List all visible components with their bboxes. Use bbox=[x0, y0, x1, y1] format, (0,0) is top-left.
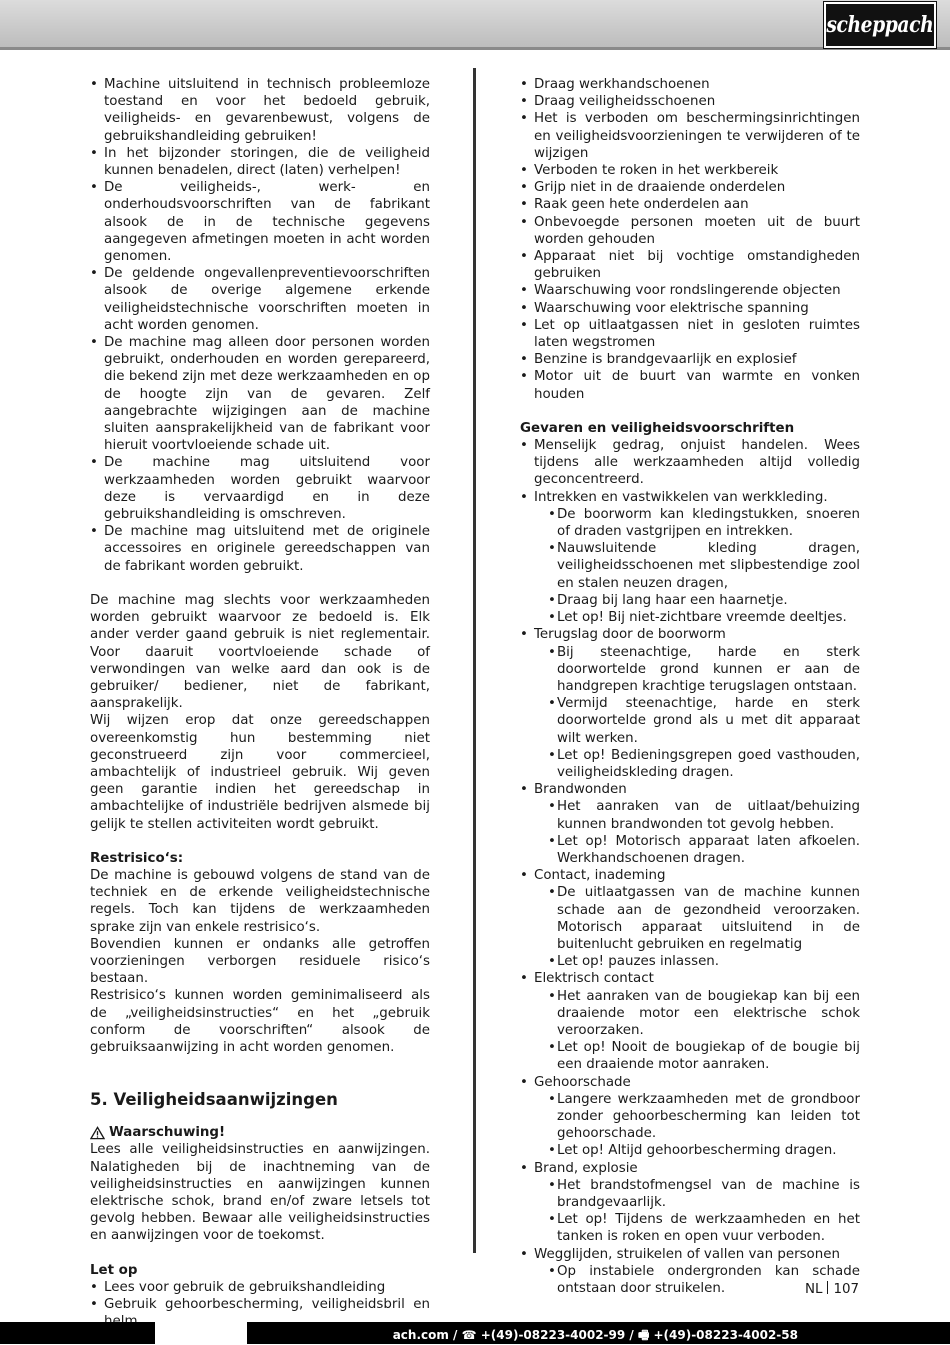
left-column bbox=[90, 76, 430, 1330]
hazard-sub-list bbox=[534, 1091, 860, 1160]
hazard-sub-item: • Langere werkzaamheden met de grondboor zonder gehoorbescherming kan leiden tot gehoorschade. bbox=[534, 1091, 860, 1143]
hazard-label: Brand, explosie bbox=[534, 1160, 638, 1176]
page-language: NL bbox=[805, 1282, 823, 1297]
warning-triangle-icon bbox=[90, 1126, 105, 1140]
hazard-sub-item: • Let op! Motorisch apparaat laten afkoelen. Werkhandschoenen dragen. bbox=[534, 833, 860, 867]
hazard-sub-item: • Let op! Tijdens de werkzaamheden en het tanken is roken en open vuur verboden. bbox=[534, 1211, 860, 1245]
hazard-item bbox=[520, 867, 860, 970]
hazard-sub-item: • Let op! Altijd gehoorbescherming dragen. bbox=[534, 1142, 860, 1159]
paragraph-warranty: Wij wijzen erop dat onze gereedschappen overeenkomstig hun bestemming niet geconstrueerd zijn voor commercieel, ambachtelijk of industrieel gebruik. Wij geven geen garantie indien het gereedschap in ambachtelijke of industriële bedrijven alsmede bij gelijk te stellen activiteiten wordt gebruikt. bbox=[90, 713, 430, 832]
list-item: • De geldende ongevallenpreventievoorschriften alsook de overige algemene erkende veiligheidstechnische voorschriften moeten in acht worden genomen. bbox=[90, 265, 430, 334]
warning-heading bbox=[90, 1124, 430, 1141]
hazard-label: Terugslag door de boorworm bbox=[534, 627, 726, 643]
hazard-label: Intrekken en vastwikkelen van werkkleding. bbox=[534, 489, 828, 505]
list-item: • De machine mag uitsluitend met de originele accessoires en originele gereedschappen van de fabrikant worden gebruikt. bbox=[90, 523, 430, 575]
hazard-sub-item: • Bij steenachtige, harde en sterk doorwortelde grond kunnen er aan de handgrepen krachtige terugslagen ontstaan. bbox=[534, 644, 860, 696]
list-item: • Verboden te roken in het werkbereik bbox=[520, 162, 860, 179]
list-item: • Let op uitlaatgassen niet in gesloten ruimtes laten wegstromen bbox=[520, 317, 860, 351]
list-item: • De machine mag uitsluitend voor werkzaamheden worden gebruikt waarvoor deze is vervaardigd en in deze gebruikshandleiding is omschreven. bbox=[90, 454, 430, 523]
hazard-sub-list bbox=[534, 798, 860, 867]
hazard-sub-item: • Nauwsluitende kleding dragen, veiligheidsschoenen met slipbestendige zool en stalen neuzen dragen, bbox=[534, 540, 860, 592]
list-item: • Benzine is brandgevaarlijk en explosief bbox=[520, 351, 860, 368]
warning-paragraph: Lees alle veiligheidsinstructies en aanwijzingen. Nalatigheden bij de inachtneming van de veiligheidsinstructies en aanwijzingen kunnen elektrische schok, brand en/of zware letsels tot gevolg hebben. Bewaar alle veiligheidsinstructies en aanwijzingen voor de toekomst. bbox=[90, 1142, 430, 1244]
page-number-value: 107 bbox=[833, 1282, 860, 1297]
list-item: • Onbevoegde personen moeten uit de buurt worden gehouden bbox=[520, 214, 860, 248]
list-item: • De machine mag alleen door personen worden gebruikt, onderhouden en worden gerepareerd, die bekend zijn met deze werkzaamheden en op de hoogte zijn van de gevaren. Zelf aangebrachte wijzigingen aan de machine sluiten aansprakelijkheid van de fabrikant voor hieruit voortvloeiende schade uit. bbox=[90, 334, 430, 454]
list-item: • Het is verboden om beschermingsinrichtingen en veiligheidsvoorzieningen te verwijderen of te wijzigen bbox=[520, 110, 860, 162]
restrisico-heading: Restrisico‘s: bbox=[90, 850, 184, 866]
hazard-sub-item: • Het aanraken van de uitlaat/behuizing kunnen brandwonden tot gevolg hebben. bbox=[534, 798, 860, 832]
hazard-item bbox=[520, 437, 860, 489]
list-item: • Draag werkhandschoenen bbox=[520, 76, 860, 93]
hazard-item bbox=[520, 489, 860, 627]
hazard-sub-item: • De boorworm kan kledingstukken, snoeren of draden vastgrijpen en intrekken. bbox=[534, 506, 860, 540]
hazard-item bbox=[520, 626, 860, 781]
list-item: • Draag veiligheidsschoenen bbox=[520, 93, 860, 110]
hazard-sub-list bbox=[534, 884, 860, 970]
list-item: • Raak geen hete onderdelen aan bbox=[520, 196, 860, 213]
list-item: • In het bijzonder storingen, die de veiligheid kunnen benadelen, direct (laten) verhelpen! bbox=[90, 145, 430, 179]
hazard-label: Contact, inademing bbox=[534, 868, 666, 884]
list-item: • Grijp niet in de draaiende onderdelen bbox=[520, 179, 860, 196]
hazard-sub-item: • Let op! Bij niet-zichtbare vreemde deeltjes. bbox=[534, 609, 860, 626]
hazard-label: Elektrisch contact bbox=[534, 971, 654, 987]
section-title: 5. Veiligheidsaanwijzingen bbox=[90, 1090, 338, 1110]
hazard-label: Gehoorschade bbox=[534, 1074, 631, 1090]
hazard-item bbox=[520, 781, 860, 867]
right-bullet-list bbox=[520, 76, 860, 403]
list-item: • Machine uitsluitend in technisch probleemloze toestand en voor het bedoeld gebruik, veiligheids- en gevarenbewust, volgens de gebruikshandleiding gebruiken! bbox=[90, 76, 430, 145]
hazard-item bbox=[520, 1160, 860, 1246]
letop-heading: Let op bbox=[90, 1262, 138, 1278]
right-column bbox=[520, 76, 860, 1297]
hazard-sub-item: • Op instabiele ondergronden kan schade ontstaan door struikelen. bbox=[534, 1263, 860, 1297]
hazard-item bbox=[520, 1074, 860, 1160]
footer-white-block bbox=[155, 1322, 247, 1344]
footer-contact: ach.com / ☎ +(49)-08223-4002-99 / 🖷 +(49)-08223-4002-58 bbox=[392, 1328, 798, 1342]
gevaren-list bbox=[520, 437, 860, 1297]
page-number bbox=[805, 1281, 859, 1297]
hazard-item bbox=[520, 970, 860, 1073]
hazard-label: Menselijk gedrag, onjuist handelen. Wees tijdens alle werkzaamheden altijd volledig geconcentreerd. bbox=[534, 438, 860, 488]
hazard-sub-list bbox=[534, 988, 860, 1074]
hazard-sub-item: • Let op! Nooit de bougiekap of de bougie bij een draaiende motor aanraken. bbox=[534, 1039, 860, 1073]
hazard-sub-item: • Let op! pauzes inlassen. bbox=[534, 953, 860, 970]
left-bullet-list bbox=[90, 76, 430, 575]
restrisico-paragraph-1: De machine is gebouwd volgens de stand van de techniek en de erkende veiligheidstechnische regels. Toch kan tijdens de werkzaamheden sprake zijn van enkele restrisico‘s. bbox=[90, 867, 430, 935]
list-item: • Gebruik gehoorbescherming, veiligheidsbril en bbox=[90, 1296, 430, 1330]
header-bar bbox=[0, 0, 950, 50]
hazard-sub-item: • Het brandstofmengsel van de machine is brandgevaarlijk. bbox=[534, 1177, 860, 1211]
list-item: • Apparaat niet bij vochtige omstandigheden gebruiken bbox=[520, 248, 860, 282]
hazard-sub-item: • Draag bij lang haar een haarnetje. bbox=[534, 592, 860, 609]
logo-text: scheppach bbox=[826, 12, 934, 38]
hazard-label: Wegglijden, struikelen of vallen van personen bbox=[534, 1246, 840, 1262]
hazard-label: Brandwonden bbox=[534, 782, 627, 798]
restrisico-paragraph-3: Restrisico‘s kunnen worden geminimaliseerd als de „veiligheidsinstructies“ en het „gebruik conform de voorschriften“ alsook de gebruiksaanwijzing in acht worden genomen. bbox=[90, 988, 430, 1055]
gevaren-heading: Gevaren en veiligheidsvoorschriften bbox=[520, 420, 795, 436]
list-item: • Motor uit de buurt van warmte en vonken houden bbox=[520, 368, 860, 402]
restrisico-paragraph-2: Bovendien kunnen er ondanks alle getroffen voorzieningen verborgen residuele risico‘s bestaan. bbox=[90, 936, 430, 987]
hazard-sub-list bbox=[534, 644, 860, 782]
brand-logo bbox=[824, 2, 936, 48]
hazard-sub-item: • Let op! Bedieningsgrepen goed vasthouden, veiligheidskleding dragen. bbox=[534, 747, 860, 781]
list-item: • Waarschuwing voor rondslingerende objecten bbox=[520, 282, 860, 299]
hazard-sub-list bbox=[534, 1177, 860, 1246]
list-item: • Lees voor gebruik de gebruikshandleiding bbox=[90, 1279, 430, 1296]
list-item: • De veiligheids-, werk- en onderhoudsvoorschriften van de fabrikant alsook de in de technische gegevens aangegeven afmetingen moeten in acht worden genomen. bbox=[90, 179, 430, 265]
paragraph-intended-use: De machine mag slechts voor werkzaamheden worden gebruikt waarvoor ze bedoeld is. Elk ander verder gaand gebruik is niet reglementair. Voor daaruit voortvloeiende schade of verwondingen van welke aard dan ook is de gebruiker/ bediener, niet de fabrikant, aansprakelijk. bbox=[90, 592, 430, 712]
warning-heading-text: Waarschuwing! bbox=[109, 1125, 226, 1141]
list-item: • Waarschuwing voor elektrische spanning bbox=[520, 300, 860, 317]
hazard-sub-item: • De uitlaatgassen van de machine kunnen schade aan de gezondheid veroorzaken. Motorisch apparaat uitsluitend in de buitenlucht gebruiken en regelmatig bbox=[534, 884, 860, 953]
hazard-sub-item: • Vermijd steenachtige, harde en sterk doorwortelde grond als u met dit apparaat wilt werken. bbox=[534, 695, 860, 747]
column-divider bbox=[473, 68, 476, 1253]
hazard-sub-item: • Het aanraken van de bougiekap kan bij een draaiende motor een elektrische schok veroorzaken. bbox=[534, 988, 860, 1040]
hazard-sub-list bbox=[534, 506, 860, 626]
